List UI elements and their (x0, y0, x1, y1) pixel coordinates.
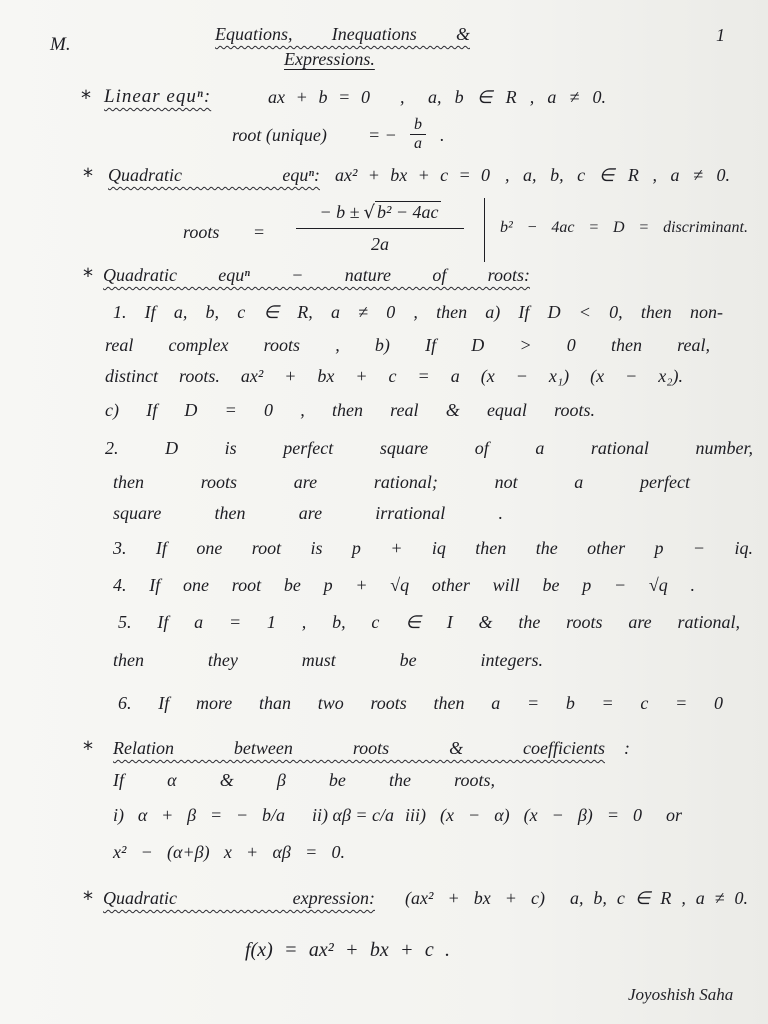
expression-form: (ax² + bx + c) (405, 888, 545, 908)
numerator-prefix: − b ± (319, 202, 360, 222)
quadratic-equation: ax² + bx + c = 0 (335, 165, 490, 185)
note-line: 1. If a, b, c ∈ R, a ≠ 0 , then a) If D < 0, then non- (113, 302, 723, 322)
quadratic-heading: Quadratic equⁿ: (108, 165, 320, 185)
fraction-numerator: b (410, 117, 426, 135)
nature-heading: Quadratic equⁿ − nature of roots: (103, 265, 530, 285)
factored-equation: iii) (x − α) (x − β) = 0 (405, 805, 642, 825)
quadratic-formula-denominator: 2a (371, 234, 389, 254)
author-signature: Joyoshish Saha (628, 985, 734, 1004)
note-line: real complex roots , b) If D > 0 then real, (105, 335, 710, 355)
linear-root-end: . (440, 125, 445, 145)
quadratic-formula-numerator (296, 199, 464, 229)
note-line: then they must be integers. (113, 650, 543, 670)
note-line: 5. If a = 1 , b, c ∈ I & the roots are rational, (118, 612, 740, 632)
linear-root-label: root (unique) (232, 125, 327, 145)
section-label: M. (50, 34, 71, 55)
note-line: then roots are rational; not a perfect (113, 472, 690, 492)
note-line: c) If D = 0 , then real & equal roots. (105, 400, 595, 420)
note-line: distinct roots. ax² + bx + c = a (x − x₁) (x − x₂). (105, 366, 683, 386)
relation-colon: : (624, 738, 630, 758)
note-line: square then are irrational . (113, 503, 503, 523)
note-line: 6. If more than two roots then a = b = c = 0 (118, 693, 723, 713)
sum-of-roots: i) α + β = − b/a (113, 805, 285, 825)
page-number: 1 (716, 25, 725, 45)
note-line: 2. D is perfect square of a rational number, (105, 438, 753, 458)
quadratic-domain: , a, b, c ∈ R , a ≠ 0. (505, 165, 730, 185)
bullet-asterisk: * (83, 737, 93, 761)
linear-domain: a, b ∈ R , a ≠ 0. (428, 87, 606, 107)
or-text: or (666, 805, 683, 825)
bullet-asterisk: * (83, 264, 93, 288)
linear-root-equals: = − (368, 125, 397, 145)
product-of-roots: ii) αβ = c/a (312, 805, 395, 825)
bullet-asterisk: * (83, 887, 93, 911)
linear-equation: ax + b = 0 (268, 87, 370, 107)
fraction-denominator: a (414, 135, 422, 152)
quadratic-formula-fraction (296, 199, 464, 257)
relation-intro: If α & β be the roots, (113, 770, 495, 790)
expanded-equation: x² − (α+β) x + αβ = 0. (113, 842, 345, 862)
expression-heading: Quadratic expression: (103, 888, 375, 908)
note-line: 3. If one root is p + iq then the other p − iq. (113, 538, 753, 558)
vertical-divider (484, 198, 485, 262)
relation-heading: Relation between roots & coefficients (113, 738, 605, 758)
note-line: 4. If one root be p + √q other will be p − √q . (113, 575, 695, 595)
expression-domain: a, b, c ∈ R , a ≠ 0. (570, 888, 748, 908)
linear-separator: , (400, 87, 405, 107)
linear-root-fraction (410, 117, 426, 152)
square-root-symbol: √ (363, 202, 375, 223)
page-title-line-2: Expressions. (284, 49, 375, 69)
bullet-asterisk: * (83, 164, 93, 188)
discriminant-definition: b² − 4ac = D = discriminant. (500, 219, 748, 236)
page-title-line-1: Equations, Inequations & (215, 24, 470, 44)
roots-label: roots = (183, 222, 265, 242)
bullet-asterisk: * (81, 86, 91, 110)
expression-function: f(x) = ax² + bx + c . (245, 939, 450, 961)
radicand: b² − 4ac (376, 202, 439, 222)
linear-heading: Linear equⁿ: (104, 86, 212, 107)
